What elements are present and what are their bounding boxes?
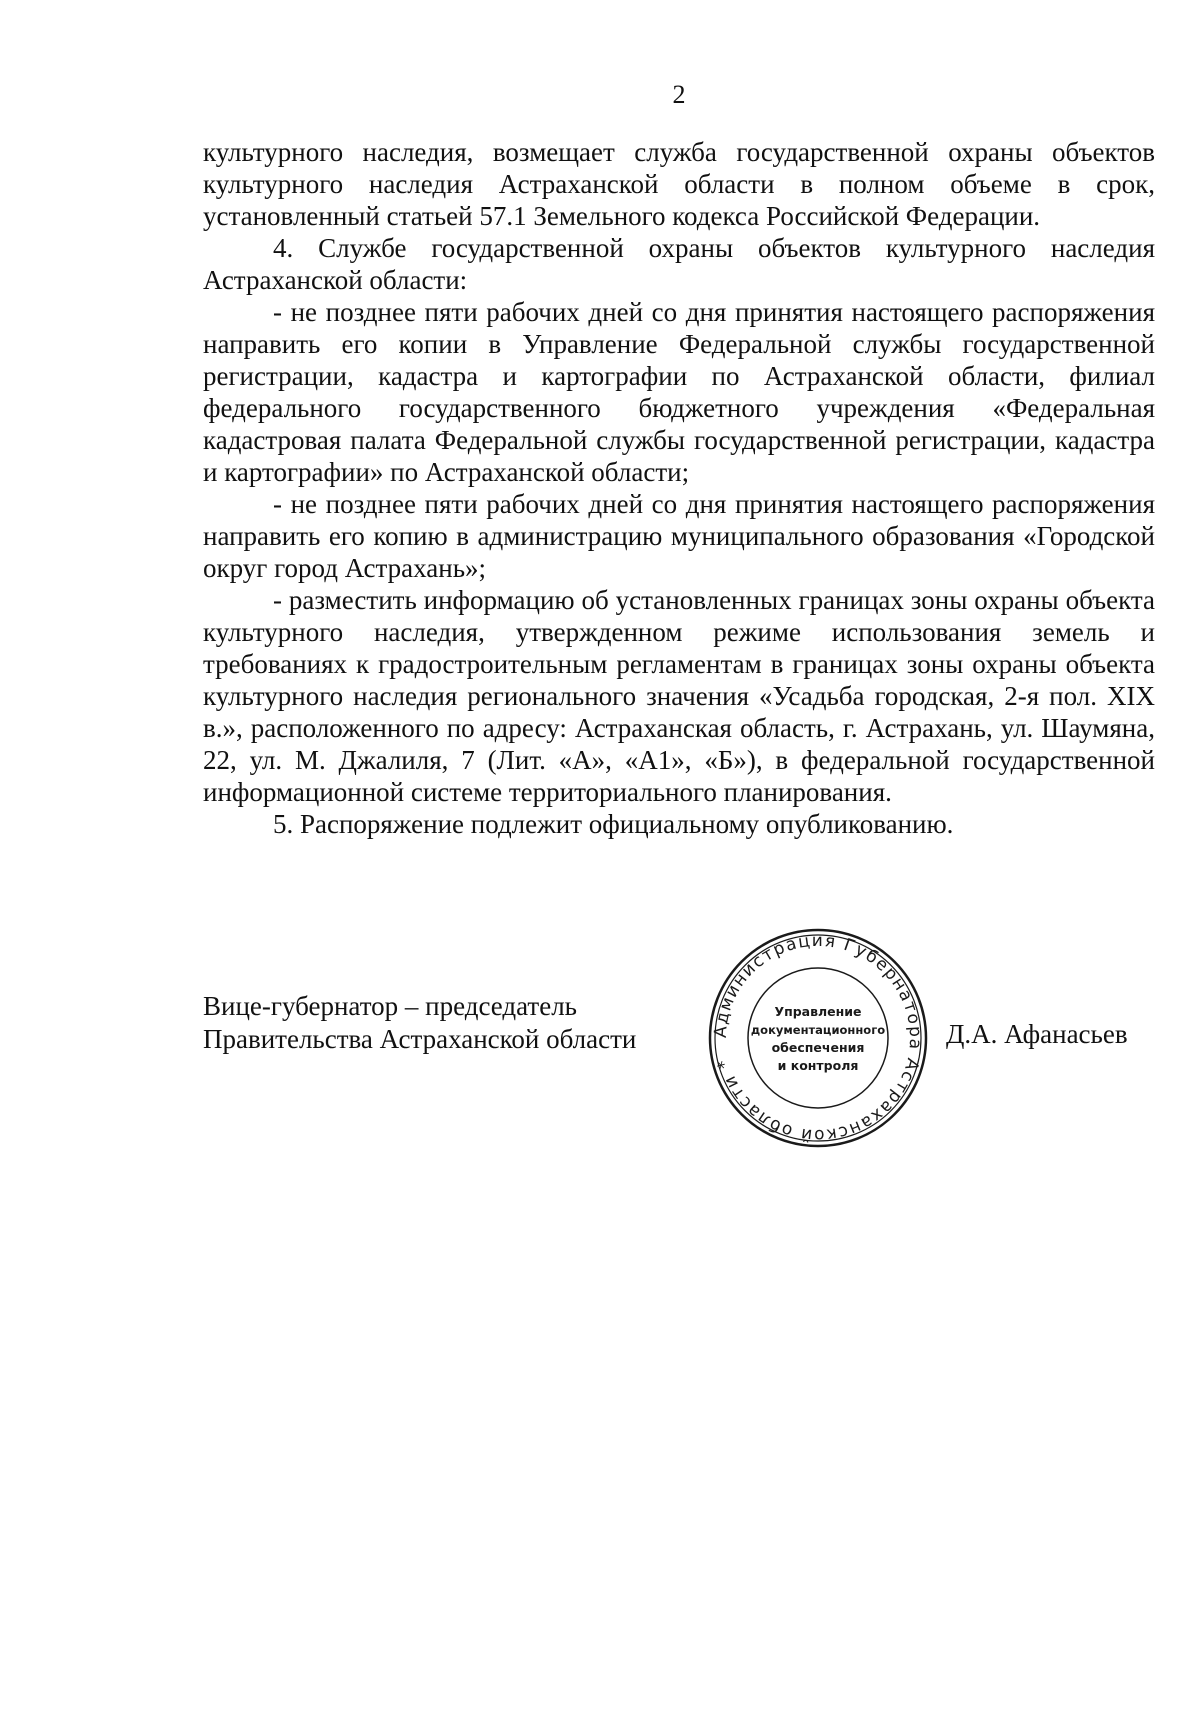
official-seal <box>706 926 930 1150</box>
official-seal-graphic <box>706 926 930 1150</box>
paragraph-item-5: 5. Распоряжение подлежит официальному опубликованию. <box>273 809 954 839</box>
signatory-position <box>203 990 636 1056</box>
paragraph-bullet-copy-administration: - не позднее пяти рабочих дней со дня принятия настоящего распоряжения направить его копию в администрацию муниципального образования «Городской округ город Астрахань»; <box>203 489 1155 583</box>
seal-center-line-1: Управление <box>774 1004 862 1019</box>
paragraph-continuation: культурного наследия, возмещает служба государственной охраны объектов культурного наследия Астраханской области в полном объеме в срок, установленный статьей 57.1 Земельного кодекса Российской Федерации. <box>203 137 1155 231</box>
seal-outer-text: Администрация Губернатора Астраханской области * <box>710 930 926 1146</box>
signatory-position-line-2: Правительства Астраханской области <box>203 1024 637 1054</box>
seal-center-line-4: и контроля <box>777 1058 859 1073</box>
seal-center-line-2: документационного <box>750 1023 886 1037</box>
signatory-position-line-1: Вице-губернатор – председатель <box>203 991 577 1021</box>
paragraph-bullet-copies-registry: - не позднее пяти рабочих дней со дня принятия настоящего распоряжения направить его копии в Управление Федеральной службы государственной регистрации, кадастра и картографии по Астраханской области, филиал федерального государственного бюджетного учреждения «Федеральная кадастровая палата Федеральной службы государственной регистрации, кадастра и картографии» по Астраханской области; <box>203 297 1155 487</box>
seal-center-line-3: обеспечения <box>771 1040 865 1055</box>
signatory-name: Д.А. Афанасьев <box>946 1019 1128 1049</box>
seal-inner-ring <box>748 968 888 1108</box>
page-number: 2 <box>672 80 686 109</box>
paragraph-item-4: 4. Службе государственной охраны объектов культурного наследия Астраханской области: <box>203 233 1155 295</box>
document-body <box>203 136 1155 840</box>
paragraph-bullet-publish-info: - разместить информацию об установленных границах зоны охраны объекта культурного наследия, утвержденном режиме использования земель и требованиях к градостроительным регламентам в границах зоны охраны объекта культурного наследия регионального значения «Усадьба городская, 2-я пол. XIX в.», расположенного по адресу: Астраханская область, г. Астрахань, ул. Шаумяна, 22, ул. М. Джалиля, 7 (Лит. «А», «А1», «Б»), в федеральной государственной информационной системе территориального планирования. <box>203 585 1155 807</box>
